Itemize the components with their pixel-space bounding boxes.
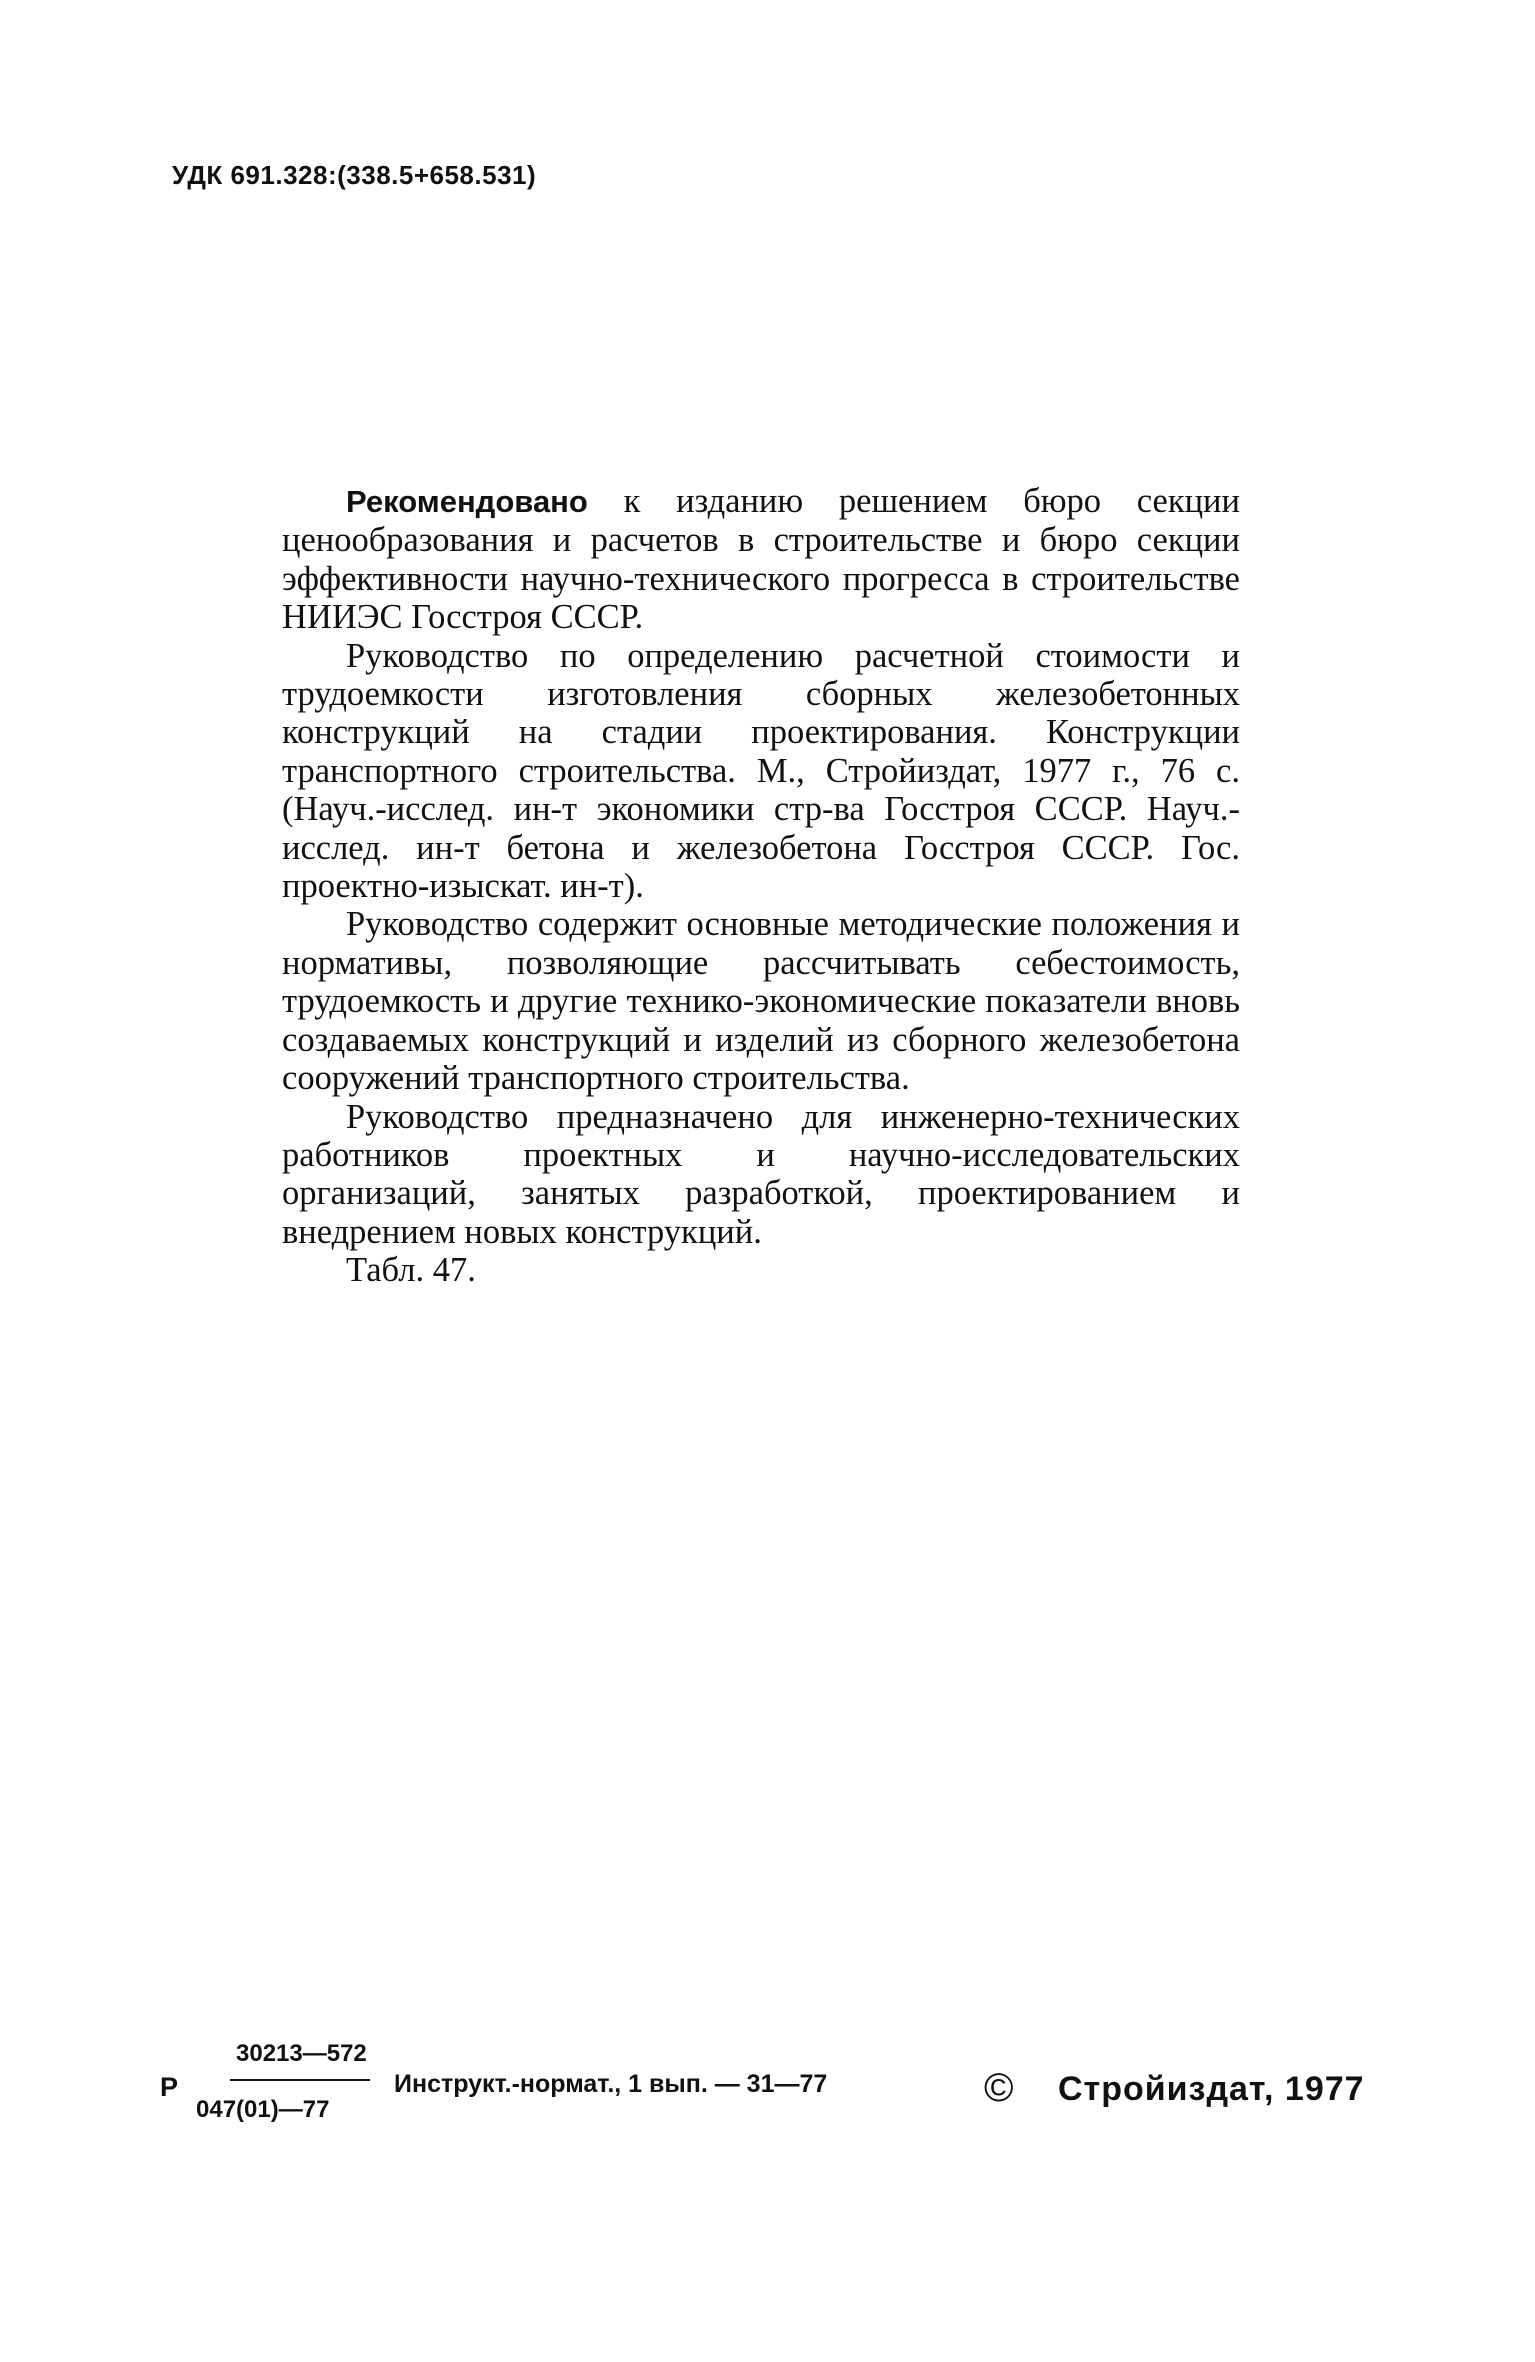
copyright-icon: © [984,2066,1014,2110]
abstract [282,482,1240,1290]
instruction-note: Инструкт.-нормат., 1 вып. — 31—77 [394,2070,828,2098]
recommendation-paragraph [282,482,1240,637]
audience-paragraph: Руководство предназначено для инженерно-технических работников проектных и научно-исследовательских организаций, занятых разработкой, проектированием и внедрением новых конструкций. [282,1097,1240,1251]
recommendation-text: к изданию решением бюро секции ценообразования и расчетов в строительстве и бюро секции эффективности научно-технического прогресса в строительстве НИИЭС Госстроя СССР. [282,482,1240,637]
index-denominator: 047(01)—77 [196,2096,330,2123]
fraction-line [230,2079,370,2081]
udk-code: УДК 691.328:(338.5+658.531) [172,160,537,190]
imprint-footer [0,2040,1535,2150]
content-paragraph: Руководство содержит основные методические положения и нормативы, позволяющие рассчитывать себестоимость, трудоемкость и другие технико-экономические показатели вновь создаваемых конструкций и изделий из сборного железобетона сооружений транспортного строительства. [282,905,1240,1098]
citation-paragraph: Руководство по определению расчетной стоимости и трудоемкости изготовления сборных железобетонных конструкций на стадии проектирования. Конструкции транспортного строительства. М., Стройиздат, 1977 г., 76 с. (Науч.-исслед. ин-т экономики стр-ва Госстроя СССР. Науч.-исслед. ин-т бетона и железобетона Госстроя СССР. Гос. проектно-изыскат. ин-т). [282,636,1240,906]
publisher-imprint: Стройиздат, 1977 [1058,2070,1365,2108]
index-numerator: 30213—572 [236,2040,367,2067]
index-letter: Р [160,2072,179,2102]
recommendation-lead: Рекомендовано [346,484,588,519]
tables-count: Табл. 47. [346,1251,476,1290]
